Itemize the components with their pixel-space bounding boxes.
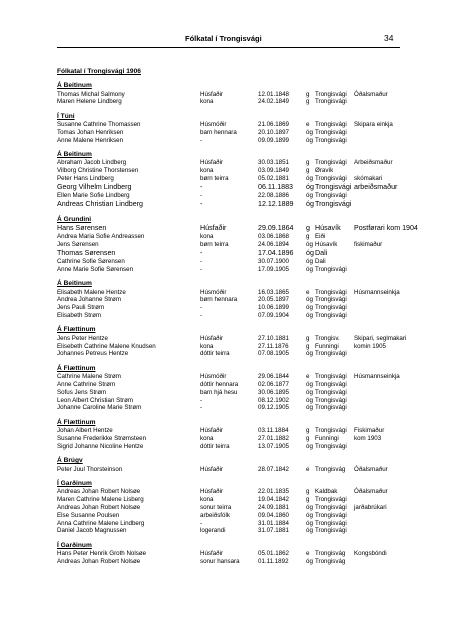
person-row <box>57 167 402 175</box>
birth-date: 30.03.1851 <box>258 159 289 167</box>
person-name: Sigrid Johanne Nicoline Hentze <box>57 442 144 450</box>
birth-date: 16.03.1865 <box>258 288 289 296</box>
person-name: Jens Pauli Strøm <box>57 304 105 312</box>
person-role: kona <box>200 233 214 241</box>
marital-status: óg <box>306 396 313 404</box>
person-row <box>57 504 402 512</box>
marital-status: óg <box>306 388 313 396</box>
marital-status: óg <box>306 258 313 266</box>
birth-place: Trongisvági <box>315 519 347 527</box>
person-name: Georg Vilhelm Lindberg <box>57 182 132 191</box>
person-row <box>57 404 402 412</box>
marital-status: óg <box>306 519 313 527</box>
person-name: Leon Albert Christian Strøm <box>57 396 133 404</box>
birth-place: Trongisvági <box>315 192 347 200</box>
person-row <box>57 137 402 145</box>
household-heading: Á Flættinum <box>57 326 96 334</box>
person-name: Anne Cathrine Strøm <box>57 380 116 388</box>
person-row <box>57 258 402 266</box>
household-section <box>57 113 402 145</box>
person-role: Húsfaðir <box>200 550 224 558</box>
person-name: Hans Sørensen <box>57 224 107 233</box>
birth-date: 30.06.1895 <box>258 388 289 396</box>
marital-status: g <box>306 233 310 241</box>
birth-date: 20.10.1897 <box>258 128 289 136</box>
marital-status: g <box>306 159 310 167</box>
person-role: - <box>200 519 203 527</box>
marital-status: óg <box>306 296 313 304</box>
person-row <box>57 496 402 504</box>
household-heading: Á Flættinum <box>57 418 96 426</box>
household-heading: Í Garðinum <box>57 541 92 549</box>
person-role: kona <box>200 98 214 106</box>
person-role: Húsmóðir <box>200 373 227 381</box>
birth-date: 09.04.1860 <box>258 511 289 519</box>
birth-date: 01.11.1892 <box>258 557 289 565</box>
person-name: Maren Cathrine Malene Lisberg <box>57 496 144 504</box>
birth-place: Trongisvági <box>315 527 347 535</box>
household-heading: Í Túni <box>57 112 75 120</box>
birth-place: Trongisvági <box>315 182 352 191</box>
person-row <box>57 427 402 435</box>
birth-place: Eiði <box>315 233 326 241</box>
person-row <box>57 98 402 106</box>
birth-place: Trongisvág <box>315 465 346 473</box>
person-role: - <box>200 404 203 412</box>
birth-place: Trongisvági <box>315 496 347 504</box>
birth-place: Trongisvági <box>315 265 347 273</box>
birth-place: Trongisvági <box>315 380 347 388</box>
person-row <box>57 91 402 99</box>
person-name: Johan Albert Hentze <box>57 427 113 435</box>
birth-date: 31.01.1884 <box>258 519 289 527</box>
birth-place: Trongisvág <box>315 557 346 565</box>
birth-date: 06.11.1883 <box>258 182 293 191</box>
birth-place: Trongisvági <box>315 121 347 129</box>
person-role: logerandi <box>200 527 226 535</box>
birth-place: Trongisvági <box>315 404 347 412</box>
person-row <box>57 334 407 343</box>
person-role: - <box>200 248 203 257</box>
household-section <box>57 82 402 106</box>
person-role: barn hennara <box>200 128 237 136</box>
marital-status: óg <box>306 511 313 519</box>
occupation: Óðalsmaður <box>354 465 388 473</box>
page-number: 34 <box>384 33 394 43</box>
occupation: Húsmannseinkja <box>354 373 400 381</box>
birth-place: Funningi <box>315 434 339 442</box>
occupation: komin 1905 <box>354 342 386 350</box>
marital-status: óg <box>306 175 313 183</box>
person-row <box>57 249 402 258</box>
household-heading: Á Flættinum <box>57 364 96 372</box>
birth-date: 22.01.1835 <box>258 488 289 496</box>
birth-place: Trongisvági <box>315 98 347 106</box>
marital-status: óg <box>306 557 313 565</box>
marital-status: óg <box>306 404 313 412</box>
person-row <box>57 241 402 249</box>
person-row <box>57 520 402 528</box>
occupation: fiskimaður <box>354 241 383 249</box>
household-section <box>57 480 402 535</box>
birth-place: Trongisvági <box>315 296 347 304</box>
birth-date: 27.01.1882 <box>258 434 289 442</box>
birth-date: 27.10.1881 <box>258 334 289 342</box>
birth-date: 09.12.1905 <box>258 404 289 412</box>
marital-status: e <box>306 288 310 296</box>
birth-place: Trongisvági <box>315 442 347 450</box>
person-name: Tomas Johan Henriksen <box>57 128 124 136</box>
marital-status: óg <box>306 136 313 144</box>
person-role: dóttir hennara <box>200 380 239 388</box>
marital-status: óg <box>306 380 313 388</box>
birth-date: 07.08.1905 <box>258 350 289 358</box>
person-row <box>57 183 402 192</box>
person-row <box>57 266 402 274</box>
marital-status: g <box>306 98 310 106</box>
person-role: - <box>200 182 203 191</box>
person-role: - <box>200 396 203 404</box>
person-role: sonur hansara <box>200 557 240 565</box>
marital-status: óg <box>306 241 313 249</box>
person-role: børn teirra <box>200 175 229 183</box>
birth-date: 05.02.1881 <box>258 175 289 183</box>
birth-date: 24.06.1894 <box>258 241 289 249</box>
birth-place: Trongisvági <box>315 90 347 98</box>
census-document <box>57 67 418 572</box>
marital-status: g <box>306 434 310 442</box>
person-name: Johanne Caroline Marie Strøm <box>57 404 142 412</box>
person-name: Thomas Sørensen <box>57 248 116 257</box>
household-heading: Á Brúgv <box>57 457 83 465</box>
household-section <box>57 215 418 274</box>
occupation: jarðabrúkari <box>354 503 387 511</box>
occupation: Arbeiðsmaður <box>354 159 393 167</box>
page-title: Fólkatal í Trongisvági <box>185 34 262 43</box>
household-section <box>57 365 402 412</box>
person-name: Daniel Jacob Magnussen <box>57 527 127 535</box>
person-name: Johannes Petreus Hentze <box>57 350 129 358</box>
occupation: Postførari kom 1904 <box>354 224 418 233</box>
birth-place: Dali <box>315 258 326 266</box>
person-name: Elisabeth Malene Hentze <box>57 288 126 296</box>
birth-date: 31.07.1881 <box>258 527 289 535</box>
person-name: Elisebeth Cathrine Malene Knudsen <box>57 342 156 350</box>
marital-status: g <box>306 334 310 342</box>
marital-status: e <box>306 465 310 473</box>
person-role: dóttir teirra <box>200 350 230 358</box>
occupation: Kongsbóndi <box>354 550 387 558</box>
person-role: Húsfaðir <box>200 334 224 342</box>
household-heading: Á Beitinum <box>57 150 92 158</box>
birth-date: 12.01.1848 <box>258 90 289 98</box>
header-rule <box>57 47 400 48</box>
person-name: Jens Peter Hentze <box>57 334 108 342</box>
birth-place: Trongisvági <box>315 159 347 167</box>
person-row <box>57 304 402 312</box>
birth-date: 05.01.1862 <box>258 550 289 558</box>
person-role: kona <box>200 167 214 175</box>
occupation: Óðalsmaður <box>354 90 388 98</box>
person-name: Maren Helene Lindberg <box>57 98 122 106</box>
birth-place: Trongisvági <box>315 175 347 183</box>
person-name: Peter Juul Thorsteinson <box>57 465 123 473</box>
marital-status: e <box>306 550 310 558</box>
marital-status: óg <box>306 248 314 257</box>
birth-place: Dali <box>315 248 328 257</box>
birth-date: 13.07.1905 <box>258 442 289 450</box>
person-row <box>57 129 402 137</box>
person-name: Thomas Michal Salmony <box>57 90 125 98</box>
person-name: Sofus Jens Strøm <box>57 388 107 396</box>
person-role: Húsfaðir <box>200 224 227 233</box>
birth-date: 03.06.1868 <box>258 233 289 241</box>
person-name: Peter Hans Lindberg <box>57 175 114 183</box>
birth-date: 17.04.1896 <box>258 248 294 257</box>
birth-place: Trongisvági <box>315 312 347 319</box>
marital-status: óg <box>306 503 313 511</box>
birth-place: Trongisvági <box>315 511 347 519</box>
household-section <box>57 457 402 473</box>
page-header <box>0 34 452 46</box>
birth-date: 30.07.1900 <box>258 258 289 266</box>
marital-status: e <box>306 121 310 129</box>
marital-status: g <box>306 167 310 175</box>
marital-status: óg <box>306 350 313 358</box>
person-name: Anne Malene Henriksen <box>57 136 124 144</box>
person-name: Hans Peter Henrik Groth Nolsøe <box>57 550 147 558</box>
person-role: børn hennara <box>200 296 238 304</box>
marital-status: óg <box>306 182 314 191</box>
marital-status: óg <box>306 128 313 136</box>
person-name: Andreas Johan Robert Nolsøe <box>57 488 141 496</box>
birth-date: 21.06.1869 <box>258 121 289 129</box>
person-row <box>57 389 402 397</box>
person-row <box>57 435 402 443</box>
person-role: sonur teirra <box>200 503 232 511</box>
person-role: kona <box>200 496 214 504</box>
person-role: - <box>200 199 203 208</box>
birth-place: Trongisvági <box>315 427 347 435</box>
person-row <box>57 200 402 209</box>
marital-status: g <box>306 496 310 504</box>
birth-place: Húsavík <box>315 224 341 233</box>
birth-place: Trongisv. <box>315 334 340 342</box>
birth-date: 29.06.1844 <box>258 373 289 381</box>
birth-date: 22.08.1886 <box>258 192 289 200</box>
marital-status: óg <box>306 265 313 273</box>
marital-status: g <box>306 427 310 435</box>
person-name: Andreas Johan Robert Nolsøe <box>57 503 141 511</box>
birth-date: 09.09.1899 <box>258 136 289 144</box>
birth-place: Kaldbak <box>315 488 338 496</box>
person-row <box>57 381 402 389</box>
person-row <box>57 192 402 200</box>
marital-status: óg <box>306 304 313 312</box>
birth-place: Funningi <box>315 342 339 350</box>
person-role: - <box>200 312 203 319</box>
person-row <box>57 224 418 233</box>
person-name: Abraham Jacob Lindberg <box>57 159 127 167</box>
birth-place: Trongisvági <box>315 350 347 358</box>
person-row <box>57 233 402 241</box>
household-section <box>57 326 407 358</box>
person-role: - <box>200 265 203 273</box>
marital-status: g <box>306 488 310 496</box>
person-name: Cathrine Sofie Sørensen <box>57 258 125 266</box>
person-role: børn teirra <box>200 241 229 249</box>
person-row <box>57 343 402 351</box>
person-role: - <box>200 136 203 144</box>
occupation: kom 1903 <box>354 434 382 442</box>
birth-date: 07.09.1904 <box>258 312 289 319</box>
person-row <box>57 558 402 566</box>
person-row <box>57 350 402 358</box>
birth-place: Øravík <box>315 167 334 175</box>
person-name: Elisabeth Strøm <box>57 312 102 319</box>
person-role: Húsmóðir <box>200 121 227 129</box>
birth-place: Trongisvági <box>315 388 347 396</box>
person-row <box>57 397 402 405</box>
birth-place: Trongisvági <box>315 373 347 381</box>
person-role: - <box>200 304 203 312</box>
person-name: Anna Cathrine Malene Lindberg <box>57 519 145 527</box>
birth-place: Trongisvági <box>315 288 347 296</box>
household-section <box>57 542 402 566</box>
person-name: Cathrine Malene Strøm <box>57 373 121 381</box>
person-row <box>57 159 402 167</box>
birth-place: Húsavík <box>315 241 338 249</box>
birth-place: Trongisvág <box>315 550 346 558</box>
person-role: dóttir teirra <box>200 442 230 450</box>
person-name: Ellen Marie Sofie Lindberg <box>57 192 130 200</box>
person-row <box>57 488 402 496</box>
birth-date: 12.12.1889 <box>258 199 294 208</box>
occupation: skómakari <box>354 175 383 183</box>
occupation: Skipari, seglmakari <box>354 334 407 342</box>
birth-date: 02.06.1877 <box>258 380 289 388</box>
birth-place: Trongisvági <box>315 128 347 136</box>
person-name: Susanne Cathrine Thomassen <box>57 121 141 129</box>
occupation: Húsmannseinkja <box>354 288 400 296</box>
person-role: Húsfaðir <box>200 90 224 98</box>
birth-date: 19.04.1842 <box>258 496 289 504</box>
person-row <box>57 550 402 558</box>
marital-status: óg <box>306 312 313 319</box>
household-heading: Á Beitinum <box>57 82 92 89</box>
marital-status: g <box>306 224 310 233</box>
person-row <box>57 466 402 474</box>
person-row <box>57 373 402 381</box>
household-heading: Á Beitinum <box>57 280 92 288</box>
person-role: kona <box>200 434 214 442</box>
person-name: Susanne Frederikke Strømsteen <box>57 434 147 442</box>
person-role: Húsfaðir <box>200 488 224 496</box>
marital-status: óg <box>306 192 313 200</box>
household-section <box>57 151 402 209</box>
person-name: Vilborg Christine Thorstensen <box>57 167 139 175</box>
birth-place: Trongisvági <box>315 136 347 144</box>
household-heading: Í Garðinum <box>57 479 92 487</box>
person-name: Andreas Johan Robert Nolsøe <box>57 557 141 565</box>
person-name: Else Susanne Poulsen <box>57 511 120 519</box>
marital-status: óg <box>306 199 314 208</box>
person-name: Anne Marie Sofie Sørensen <box>57 265 134 273</box>
birth-date: 29.09.1864 <box>258 224 294 233</box>
person-row <box>57 512 402 520</box>
person-row <box>57 527 402 535</box>
person-row <box>57 443 402 451</box>
occupation: Fiskimaður <box>354 427 385 435</box>
person-name: Jens Sørensen <box>57 241 99 249</box>
person-role: - <box>200 258 203 266</box>
birth-place: Trongisvági <box>315 304 347 312</box>
person-role: arbeiðsfólk <box>200 511 230 519</box>
birth-date: 24.02.1849 <box>258 98 289 106</box>
occupation: Óðalsmaður <box>354 488 388 496</box>
birth-date: 20.05.1897 <box>258 296 289 304</box>
birth-date: 10.06.1899 <box>258 304 289 312</box>
marital-status: g <box>306 90 310 98</box>
occupation: Skipara einkja <box>354 121 393 129</box>
birth-place: Trongisvági <box>315 396 347 404</box>
birth-date: 28.07.1842 <box>258 465 289 473</box>
person-role: - <box>200 192 203 200</box>
birth-date: 27.11.1876 <box>258 342 289 350</box>
birth-date: 03.09.1849 <box>258 167 289 175</box>
household-section <box>57 280 402 320</box>
person-role: Húsmóðir <box>200 288 227 296</box>
document-title: Fólkatal í Trongisvági 1906 <box>57 68 141 75</box>
marital-status: óg <box>306 442 313 450</box>
birth-date: 24.09.1881 <box>258 503 289 511</box>
person-row <box>57 121 402 129</box>
household-heading: Á Grundini <box>57 215 92 223</box>
person-role: Húsfaðir <box>200 159 224 167</box>
person-row <box>57 296 402 304</box>
person-name: Andrea Maria Sofie Andreassen <box>57 233 145 241</box>
person-role: barn hjá hesu <box>200 388 238 396</box>
person-role: Húsfaðir <box>200 427 224 435</box>
birth-date: 08.12.1902 <box>258 396 289 404</box>
person-row <box>57 289 402 297</box>
birth-place: Trongisvági <box>315 503 347 511</box>
person-name: Andreas Christian Lindberg <box>57 199 143 208</box>
birth-place: Trongisvági <box>315 199 352 208</box>
person-role: kona <box>200 342 214 350</box>
birth-date: 03.11.1884 <box>258 427 289 435</box>
person-row <box>57 175 402 183</box>
household-section <box>57 419 402 451</box>
occupation: arbeiðsmaður <box>354 182 398 191</box>
marital-status: e <box>306 373 310 381</box>
marital-status: óg <box>306 527 313 535</box>
person-role: Húsfaðir <box>200 465 224 473</box>
household-list <box>57 82 418 566</box>
person-name: Andrea Johanne Strøm <box>57 296 121 304</box>
person-row <box>57 312 402 320</box>
marital-status: g <box>306 342 310 350</box>
birth-date: 17.09.1905 <box>258 265 289 273</box>
